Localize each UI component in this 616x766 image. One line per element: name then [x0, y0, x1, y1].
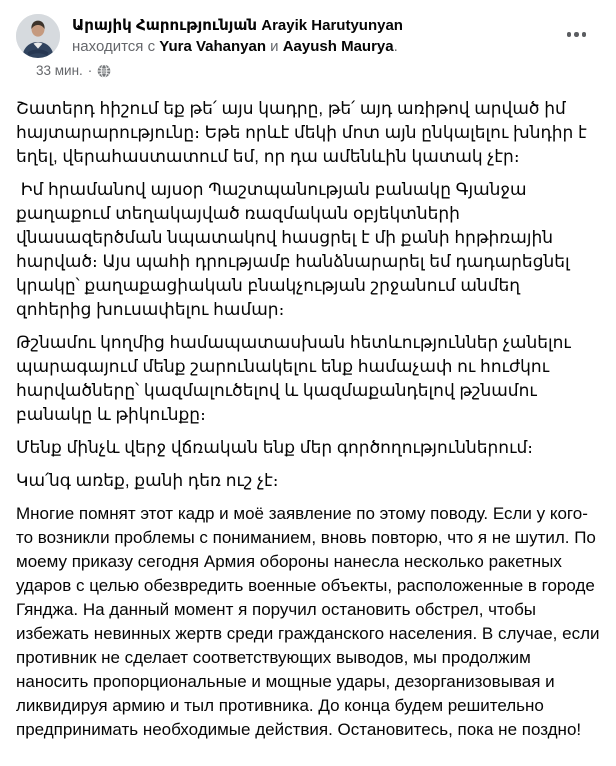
post-paragraph-armenian-4: Մենք մինչև վերջ վճռական ենք մեր գործողություններում։: [16, 438, 533, 457]
conjunction: и: [266, 38, 283, 55]
post-header: [0, 0, 616, 83]
post-paragraph-armenian-2: Իմ հրամանով այսօր Պաշտպանության բանակը Գյանջա քաղաքում տեղակայված ռազմական օբյեկտների վնասազերծման նպատակով հասցրել է մի քանի հրթիռային հարված։ Այս պահի դրությամբ հանձնարարել եմ դադարեցնել կրակը՝ քաղաքացիական բնակչության շրջանում անմեղ զոհերից խուսափելու համար։: [16, 180, 575, 319]
author-name-link[interactable]: Արայիկ Հարությունյան Arayik Harutyunyan: [72, 17, 403, 34]
post-content: [0, 83, 616, 742]
post-paragraph-armenian-1: Շատերդ հիշում եք թե՛ այս կադրը, թե՛ այդ առիթով արված իմ հայտարարությունը։ Եթե որևէ մեկի մոտ այն ընկալելու խնդիր է եղել, վերահաստատում եմ, որ դա ամենևին կատակ չէր։: [16, 99, 592, 166]
profile-photo-illustration: [16, 14, 60, 58]
sentence-period: .: [393, 38, 398, 55]
ellipsis-icon: [567, 32, 572, 37]
timestamp-link[interactable]: 33 мин.: [36, 63, 83, 78]
post-meta: [36, 62, 111, 80]
post-paragraph-russian: Многие помнят этот кадр и моё заявление по этому поводу. Если у кого-то возникли проблемы с пониманием, вновь повторю, что я не шутил. По моему приказу сегодня Армия обороны нанесла несколько ракетных ударов с целью обезвредить военные объекты, расположенные в городе Гянджа. На данный момент я поручил остановить обстрел, чтобы избежать невинных жертв среди гражданского населения. В случае, если противник не сделает соответствующих выводов, мы продолжим наносить пропорциональные и мощные удары, дезорганизовывая и ликвидируя армию и тыл противника. До конца будем решительно предпринимать необходимые действия. Остановитесь, пока не поздно!: [16, 504, 605, 739]
post-paragraph-armenian-5: Կա՛նգ առեք, քանի դեռ ուշ չէ։: [16, 471, 279, 490]
tagged-person-2-link[interactable]: Aayush Maurya: [282, 38, 394, 55]
meta-separator: ·: [87, 63, 93, 78]
avatar[interactable]: [16, 14, 60, 58]
tagged-with-line: [72, 37, 556, 57]
tagged-person-1-link[interactable]: Yura Vahanyan: [159, 38, 266, 55]
post-options-button[interactable]: [559, 24, 595, 45]
post-paragraph-armenian-3: Թշնամու կողմից համապատասխան հետևություններ չանելու պարագայում մենք շարունակելու ենք համաչափ ու հուժկու հարվածները՝ կազմալուծելով և կազմաքանդելով թշնամու բանակը և թիկունքը։: [16, 333, 576, 424]
with-prefix: находится с: [72, 38, 160, 55]
author-block: [72, 15, 556, 57]
globe-public-icon: [97, 64, 111, 78]
